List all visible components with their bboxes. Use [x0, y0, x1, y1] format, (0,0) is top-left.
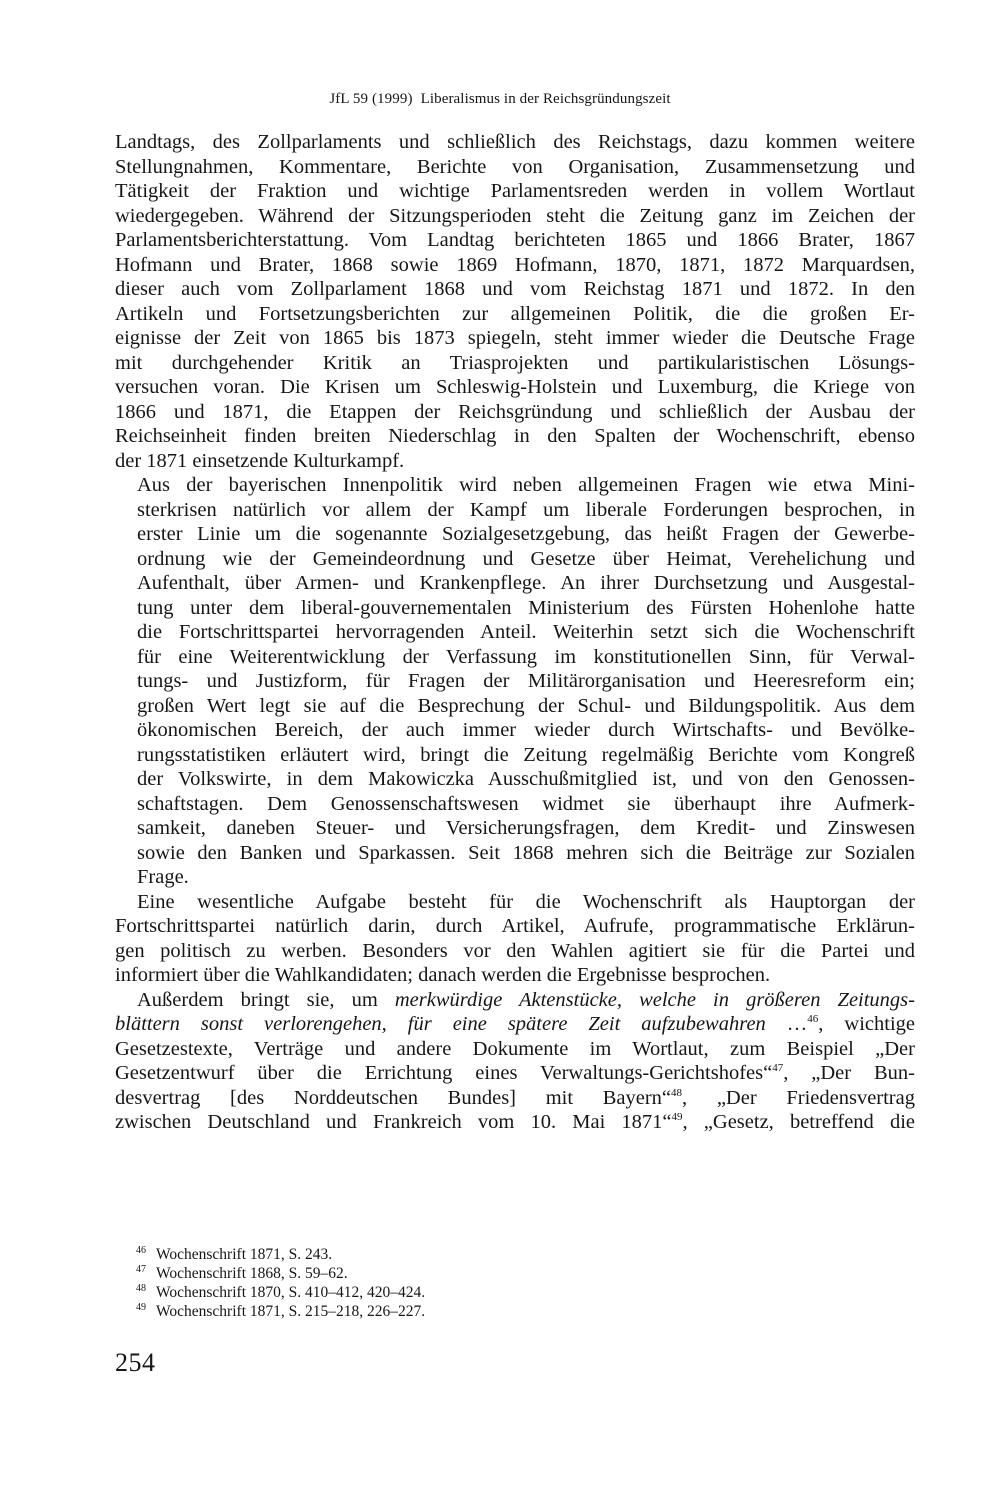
footnote-ref-47[interactable]: 47	[772, 1062, 784, 1075]
footnote-48: 48 Wochenschrift 1870, S. 410–412, 420–424.	[136, 1282, 426, 1301]
footnote-46: 46 Wochenschrift 1871, S. 243.	[136, 1244, 333, 1263]
text-line: sowie den Banken und Sparkassen. Seit 1868 mehren sich die Beiträge zur Sozialen	[137, 841, 915, 864]
text-line: wiedergegeben. Während der Sitzungsperioden steht die Zeitung ganz im Zeichen der	[115, 204, 915, 227]
footnote-text: Wochenschrift 1871, S. 243.	[156, 1246, 333, 1263]
paragraph-3	[115, 890, 915, 988]
footnote-ref-46[interactable]: 46	[807, 1013, 819, 1026]
text-line: versuchen voran. Die Krisen um Schleswig-Holstein und Luxemburg, die Kriege von	[115, 376, 915, 398]
text-line: Hofmann und Brater, 1868 sowie 1869 Hofmann, 1870, 1871, 1872 Marquardsen,	[115, 253, 915, 276]
text-line: Stellungnahmen, Kommentare, Berichte von Organisation, Zusammensetzung und	[115, 155, 915, 178]
paragraph-4	[115, 988, 915, 1135]
text-line: der Volkswirte, in dem Makowiczka Ausschußmitglied ist, und von den Genossen-	[137, 768, 915, 790]
text-line: Gesetzestexte, Verträge und andere Dokumente im Wortlaut, zum Beispiel „Der	[115, 1037, 915, 1060]
footnote-text: Wochenschrift 1870, S. 410–412, 420–424.	[156, 1284, 426, 1301]
text-line: für eine Weiterentwicklung der Verfassung im konstitutionellen Sinn, für Verwal-	[137, 645, 915, 668]
text-run: , „Der Friedensvertrag	[682, 1086, 915, 1109]
ellipsis: …	[765, 1013, 808, 1035]
text-line: Eine wesentliche Aufgabe besteht für die Wochenschrift als Hauptorgan der	[137, 890, 915, 913]
text-line: Frage.	[137, 866, 189, 888]
text-line: Parlamentsberichterstattung. Vom Landtag berichteten 1865 und 1866 Brater, 1867	[115, 229, 915, 251]
text-line: der 1871 einsetzende Kulturkampf.	[115, 449, 405, 472]
footnote-ref-49[interactable]: 49	[671, 1111, 683, 1124]
text-line	[115, 988, 915, 1013]
text-line: 1866 und 1871, die Etappen der Reichsgründung und schließlich der Ausbau der	[115, 400, 915, 423]
text-run: , „Gesetz, betreffend die	[682, 1111, 915, 1133]
text-line: tungs- und Justizform, für Fragen der Militärorganisation und Heeresreform ein;	[137, 670, 915, 692]
footnote-47: 47 Wochenschrift 1868, S. 59–62.	[136, 1263, 348, 1282]
text-run: , „Der Bun-	[783, 1062, 915, 1084]
text-line: samkeit, daneben Steuer- und Versicherungsfragen, dem Kredit- und Zinswesen	[137, 817, 915, 839]
paragraph-2	[115, 473, 915, 890]
text-line: schaftstagen. Dem Genossenschaftswesen widmet sie überhaupt ihre Aufmerk-	[137, 792, 915, 815]
text-run: Gesetzentwurf über die Errichtung eines Verwaltungs-Gerichtshofes“	[115, 1062, 773, 1084]
text-line: gen politisch zu werben. Besonders vor den Wahlen agitiert sie für die Partei und	[115, 939, 915, 962]
text-line: Aus der bayerischen Innenpolitik wird neben allgemeinen Fragen wie etwa Mini-	[137, 474, 915, 496]
text-run: zwischen Deutschland und Frankreich vom 10. Mai 1871“	[115, 1111, 672, 1133]
text-line: dieser auch vom Zollparlament 1868 und vom Reichstag 1871 und 1872. In den	[115, 278, 915, 300]
text-line	[115, 1086, 915, 1111]
text-line: Artikeln und Fortsetzungsberichten zur allgemeinen Politik, die die großen Er-	[115, 302, 915, 325]
running-header	[0, 91, 1000, 108]
page-number: 254	[115, 1348, 156, 1377]
text-line: tung unter dem liberal-gouvernementalen Ministerium des Fürsten Hohenlohe hatte	[137, 596, 915, 619]
text-line: informiert über die Wahlkandidaten; danach werden die Ergebnisse besprochen.	[115, 964, 771, 986]
text-line: Landtags, des Zollparlaments und schließlich des Reichstags, dazu kommen weitere	[115, 131, 915, 153]
text-run: Außerdem bringt sie, um	[137, 988, 395, 1011]
quotation-italic: merkwürdige Aktenstücke, welche in größeren Zeitungs-	[394, 988, 915, 1011]
footnote-ref-48[interactable]: 48	[671, 1086, 683, 1099]
journal-reference: JfL 59 (1999)	[329, 91, 413, 107]
paragraph-1	[115, 130, 915, 473]
text-line: ordnung wie der Gemeindeordnung und Gesetze über Heimat, Verehelichung und	[137, 547, 915, 570]
text-line: Tätigkeit der Fraktion und wichtige Parlamentsreden werden in vollem Wortlaut	[115, 180, 915, 202]
body-text	[115, 130, 915, 1135]
text-line: großen Wert legt sie auf die Besprechung der Schul- und Bildungspolitik. Aus dem	[137, 694, 915, 717]
text-line: die Fortschrittspartei hervorragenden Anteil. Weiterhin setzt sich die Wochenschrift	[137, 621, 915, 643]
text-line	[115, 1110, 915, 1135]
text-run: , wichtige	[818, 1013, 915, 1035]
text-line: eignisse der Zeit von 1865 bis 1873 spiegeln, steht immer wieder die Deutsche Frage	[115, 327, 915, 349]
text-line: Reichseinheit finden breiten Niederschlag in den Spalten der Wochenschrift, ebenso	[115, 425, 915, 447]
text-line: ökonomischen Bereich, der auch immer wieder durch Wirtschafts- und Bevölke-	[137, 719, 915, 741]
text-line: Fortschrittspartei natürlich darin, durch Artikel, Aufrufe, programmatische Erklärun-	[115, 915, 915, 937]
text-line: mit durchgehender Kritik an Triasprojekten und partikularistischen Lösungs-	[115, 351, 915, 374]
text-line	[115, 1061, 915, 1086]
running-title: Liberalismus in der Reichsgründungszeit	[420, 91, 671, 107]
text-line: Aufenthalt, über Armen- und Krankenpflege. An ihrer Durchsetzung und Ausgestal-	[137, 572, 915, 594]
footnote-text: Wochenschrift 1871, S. 215–218, 226–227.	[156, 1303, 426, 1320]
footnote-text: Wochenschrift 1868, S. 59–62.	[156, 1265, 348, 1282]
footnotes	[136, 1245, 916, 1321]
quotation-italic: blättern sonst verlorengehen, für eine spätere Zeit aufzubewahren	[115, 1013, 766, 1035]
footnote-49: 49 Wochenschrift 1871, S. 215–218, 226–227.	[136, 1301, 426, 1320]
text-line: rungsstatistiken erläutert wird, bringt die Zeitung regelmäßig Berichte vom Kongreß	[137, 743, 915, 766]
text-line: sterkrisen natürlich vor allem der Kampf um liberale Forderungen besprochen, in	[137, 498, 915, 521]
text-line: erster Linie um die sogenannte Sozialgesetzgebung, das heißt Fragen der Gewerbe-	[137, 523, 915, 545]
text-run: desvertrag [des Norddeutschen Bundes] mit Bayern“	[115, 1086, 672, 1109]
text-line	[115, 1012, 915, 1037]
